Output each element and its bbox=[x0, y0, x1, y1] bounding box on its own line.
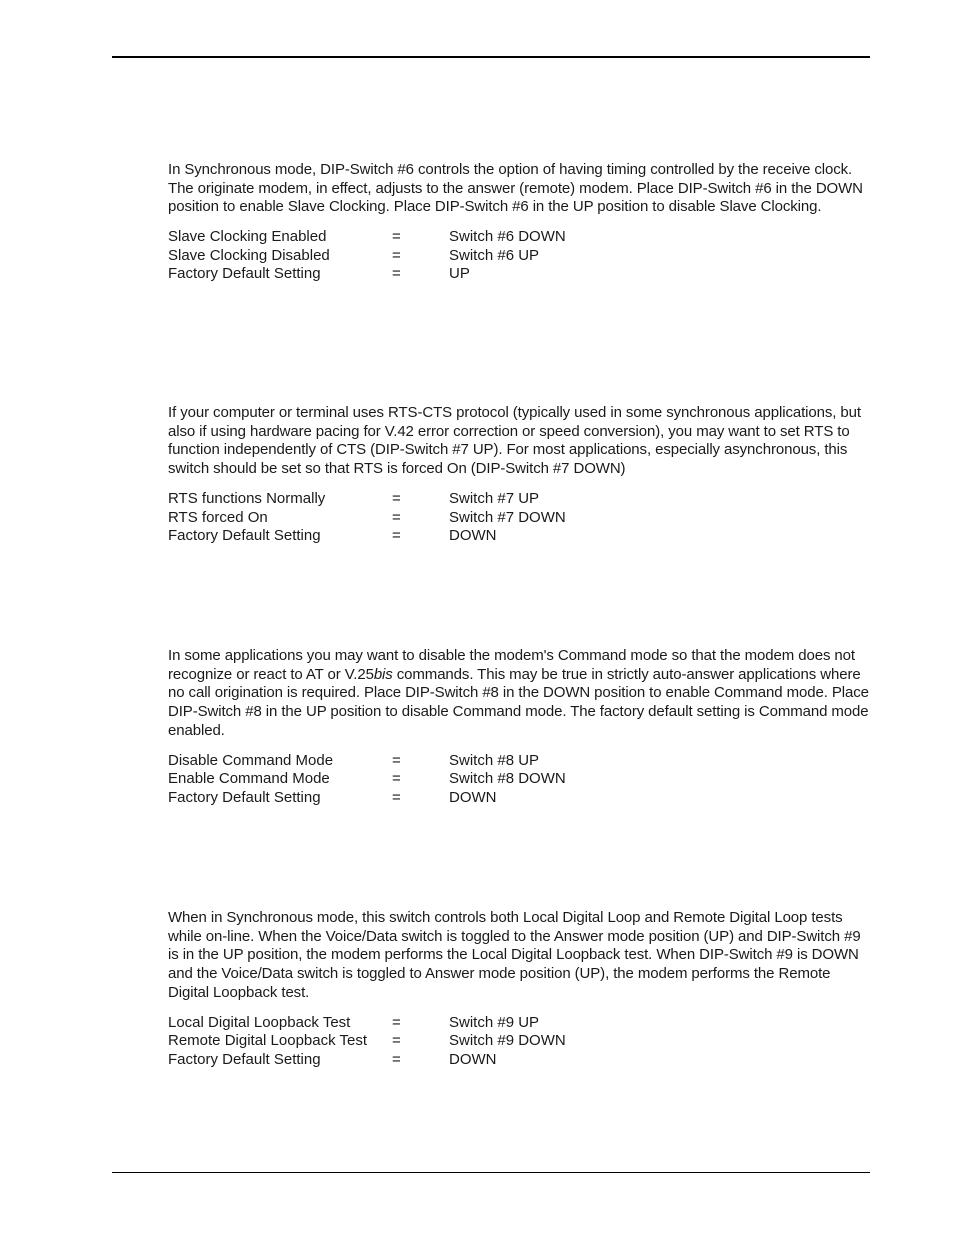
setting-value: Switch #9 DOWN bbox=[449, 1032, 566, 1050]
setting-label: Factory Default Setting bbox=[168, 788, 321, 806]
setting-value: DOWN bbox=[449, 788, 497, 806]
setting-label: Enable Command Mode bbox=[168, 770, 330, 788]
section-dip-switch-8 bbox=[168, 647, 873, 808]
setting-equals: = bbox=[392, 1013, 401, 1031]
setting-row bbox=[168, 752, 873, 771]
setting-value: DOWN bbox=[449, 527, 497, 545]
section-dip-switch-9 bbox=[168, 909, 873, 1070]
setting-value: Switch #6 DOWN bbox=[449, 228, 566, 246]
setting-label: Local Digital Loopback Test bbox=[168, 1013, 351, 1031]
settings-list bbox=[168, 228, 873, 284]
setting-equals: = bbox=[392, 1050, 401, 1068]
setting-value: Switch #8 DOWN bbox=[449, 770, 566, 788]
paragraph-text-italic: bis bbox=[373, 665, 393, 683]
setting-row bbox=[168, 770, 873, 789]
setting-label: Factory Default Setting bbox=[168, 527, 321, 545]
setting-equals: = bbox=[392, 527, 401, 545]
setting-row bbox=[168, 265, 873, 284]
section-paragraph: When in Synchronous mode, this switch controls both Local Digital Loop and Remote Digital Loop tests while on-line. When the Voice/Data switch is toggled to the Answer mode position (UP) and DIP-Switch #9 is in the UP position, the modem performs the Local Digital Loopback test. When DIP-Switch #9 is DOWN and the Voice/Data switch is toggled to Answer mode position (UP), the modem performs the Remote Digital Loopback test. bbox=[168, 909, 861, 1001]
setting-equals: = bbox=[392, 508, 401, 526]
setting-label: Disable Command Mode bbox=[168, 751, 334, 769]
setting-row bbox=[168, 509, 873, 528]
setting-value: Switch #7 UP bbox=[449, 489, 540, 507]
settings-list bbox=[168, 490, 873, 546]
setting-value: Switch #6 UP bbox=[449, 246, 540, 264]
setting-equals: = bbox=[392, 770, 401, 788]
section-paragraph: If your computer or terminal uses RTS-CTS protocol (typically used in some synchronous applications, but also if using hardware pacing for V.42 error correction or speed conversion), you may want to set RTS to function independently of CTS (DIP-Switch #7 UP). For most applications, especially asynchronous, this switch should be set so that RTS is forced On (DIP-Switch #7 DOWN) bbox=[168, 404, 861, 478]
setting-value: DOWN bbox=[449, 1050, 497, 1068]
setting-row bbox=[168, 527, 873, 546]
setting-equals: = bbox=[392, 751, 401, 769]
section-paragraph bbox=[168, 647, 873, 741]
setting-row bbox=[168, 247, 873, 266]
setting-equals: = bbox=[392, 228, 401, 246]
setting-label: Slave Clocking Disabled bbox=[168, 246, 330, 264]
section-dip-switch-6 bbox=[168, 161, 873, 284]
setting-row bbox=[168, 1051, 873, 1070]
setting-equals: = bbox=[392, 265, 401, 283]
setting-row bbox=[168, 789, 873, 808]
section-dip-switch-7 bbox=[168, 404, 873, 546]
setting-value: UP bbox=[449, 265, 470, 283]
setting-row bbox=[168, 1014, 873, 1033]
setting-equals: = bbox=[392, 246, 401, 264]
setting-value: Switch #7 DOWN bbox=[449, 508, 566, 526]
setting-equals: = bbox=[392, 1032, 401, 1050]
setting-equals: = bbox=[392, 489, 401, 507]
header-rule bbox=[112, 56, 870, 58]
setting-label: RTS forced On bbox=[168, 508, 268, 526]
setting-label: Factory Default Setting bbox=[168, 265, 321, 283]
setting-row bbox=[168, 490, 873, 509]
setting-row bbox=[168, 1032, 873, 1051]
settings-list bbox=[168, 1014, 873, 1070]
paragraph-text-after: commands. This may be true in strictly auto-answer applications where no call origination is required. Place DIP-Switch #8 in the DOWN position to enable Command mode. Place DIP-Switch #8 in the UP position to disable Command mode. The factory default setting is Command mode enabled. bbox=[168, 665, 869, 739]
setting-label: RTS functions Normally bbox=[168, 489, 326, 507]
section-paragraph: In Synchronous mode, DIP-Switch #6 controls the option of having timing controlled by the receive clock. The originate modem, in effect, adjusts to the answer (remote) modem. Place DIP-Switch #6 in the DOWN position to enable Slave Clocking. Place DIP-Switch #6 in the UP position to disable Slave Clocking. bbox=[168, 161, 863, 216]
setting-label: Factory Default Setting bbox=[168, 1050, 321, 1068]
footer-rule bbox=[112, 1172, 870, 1173]
setting-value: Switch #8 UP bbox=[449, 751, 540, 769]
setting-label: Slave Clocking Enabled bbox=[168, 228, 327, 246]
settings-list bbox=[168, 752, 873, 808]
setting-equals: = bbox=[392, 788, 401, 806]
setting-label: Remote Digital Loopback Test bbox=[168, 1032, 367, 1050]
setting-value: Switch #9 UP bbox=[449, 1013, 540, 1031]
setting-row bbox=[168, 228, 873, 247]
paragraph-text-before: In some applications you may want to disable the modem's Command mode so that the modem does not recognize or react to AT or V.25 bbox=[168, 647, 855, 683]
